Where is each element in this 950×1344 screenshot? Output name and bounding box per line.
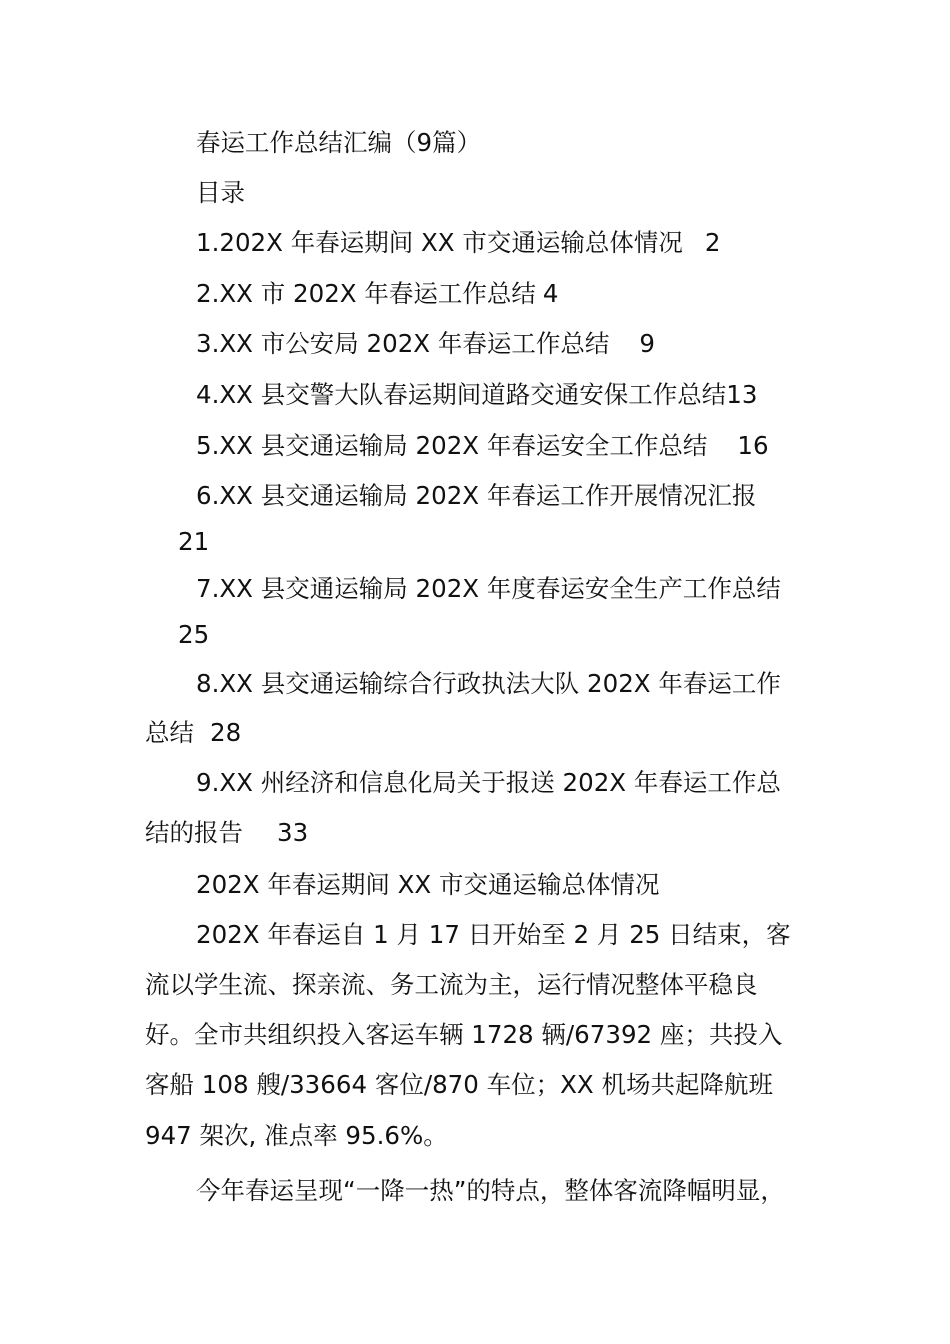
toc-entry-8: 8.XX 县交通运输综合行政执法大队 202X 年春运工作 <box>196 669 781 698</box>
toc-entry-text: 1.202X 年春运期间 XX 市交通运输总体情况 <box>196 228 683 257</box>
paragraph-line: 今年春运呈现“一降一热”的特点，整体客流降幅明显， <box>196 1176 785 1205</box>
toc-entry-7: 7.XX 县交通运输局 202X 年度春运安全生产工作总结 <box>196 574 781 603</box>
toc-page-number: 2 <box>704 228 721 257</box>
section-title: 202X 年春运期间 XX 市交通运输总体情况 <box>196 870 660 899</box>
toc-entry-1 <box>196 226 720 260</box>
toc-entry-text: 5.XX 县交通运输局 202X 年春运安全工作总结 <box>196 431 708 460</box>
toc-heading: 目录 <box>196 178 245 207</box>
toc-page-number: 25 <box>178 620 210 649</box>
toc-entry-9: 9.XX 州经济和信息化局关于报送 202X 年春运工作总 <box>196 768 781 797</box>
toc-entry-text: 4.XX 县交警大队春运期间道路交通安保工作总结 <box>196 380 727 409</box>
toc-page-number: 13 <box>726 380 758 409</box>
paragraph-line: 好。全市共组织投入客运车辆 1728 辆/67392 座；共投入 <box>145 1020 783 1049</box>
toc-entry-text: 2.XX 市 202X 年春运工作总结 <box>196 279 536 308</box>
toc-entry-5 <box>196 429 769 463</box>
paragraph-line: 流以学生流、探亲流、务工流为主，运行情况整体平稳良 <box>145 970 758 999</box>
toc-page-number: 33 <box>277 818 309 847</box>
toc-entry-6: 6.XX 县交通运输局 202X 年春运工作开展情况汇报 <box>196 481 757 510</box>
paragraph-line: 客船 108 艘/33664 客位/870 车位；XX 机场共起降航班 <box>145 1070 773 1099</box>
toc-page-number: 21 <box>178 527 210 556</box>
paragraph-line: 947 架次, 准点率 95.6%。 <box>145 1121 448 1150</box>
toc-page-number: 16 <box>737 431 769 460</box>
paragraph-line: 202X 年春运自 1 月 17 日开始至 2 月 25 日结束，客 <box>196 920 791 949</box>
toc-entry-8-wrap <box>145 716 241 750</box>
toc-page-number: 4 <box>542 279 559 308</box>
toc-entry-text: 总结 <box>145 718 194 747</box>
toc-entry-3 <box>196 327 655 361</box>
toc-page-number: 28 <box>210 718 242 747</box>
toc-entry-4 <box>196 378 757 412</box>
toc-page-number: 9 <box>639 329 655 358</box>
toc-entry-9-wrap <box>145 816 308 850</box>
toc-entry-2 <box>196 277 558 311</box>
toc-entry-text: 3.XX 市公安局 202X 年春运工作总结 <box>196 329 610 358</box>
document-title: 春运工作总结汇编（9篇） <box>196 128 482 157</box>
toc-entry-text: 结的报告 <box>145 818 243 847</box>
